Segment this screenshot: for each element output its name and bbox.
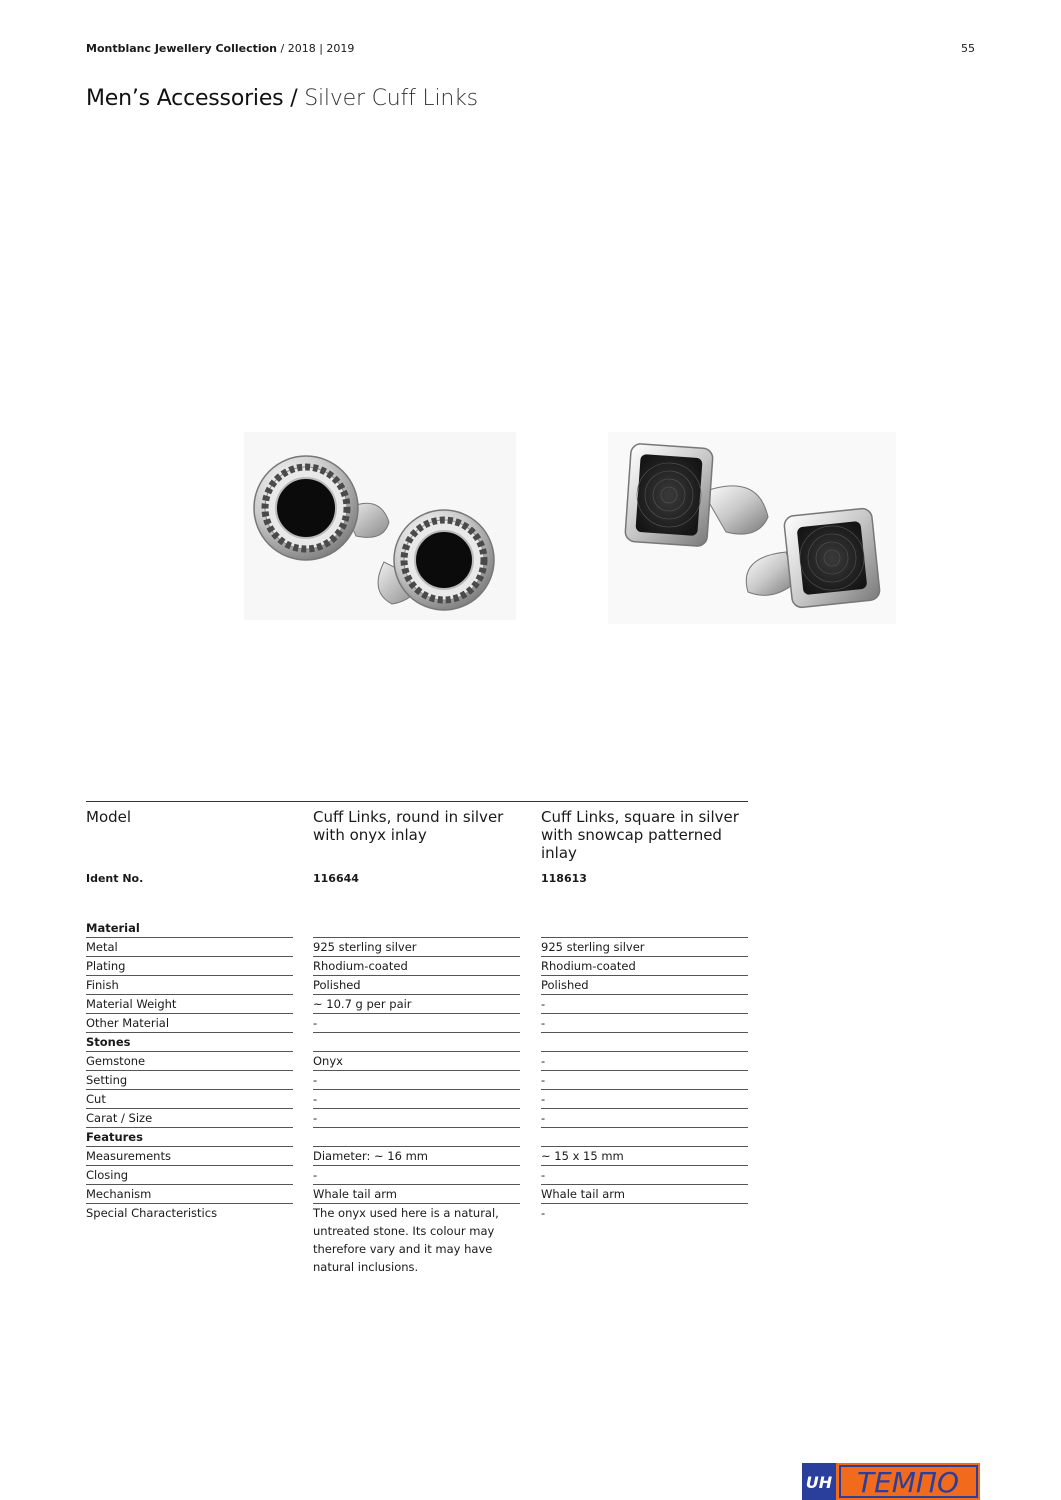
spec-value: ~ 10.7 g per pair <box>313 995 520 1014</box>
spec-section-header: Stones <box>86 1033 293 1052</box>
spec-value: Polished <box>541 976 748 995</box>
spec-label: Cut <box>86 1090 293 1109</box>
spec-label: Special Characteristics <box>86 1206 218 1220</box>
tempo-logo <box>802 1463 980 1500</box>
spec-value: Onyx <box>313 1052 520 1071</box>
spec-value <box>541 1033 748 1052</box>
spec-value: 925 sterling silver <box>541 938 748 957</box>
spec-table-top-rule <box>86 801 748 802</box>
spec-value: - <box>313 1071 520 1090</box>
header-years: / 2018 | 2019 <box>277 42 355 55</box>
header-brand: Montblanc Jewellery Collection <box>86 42 278 55</box>
title-category: Men’s Accessories / <box>86 86 298 111</box>
spec-value <box>313 1033 520 1052</box>
spec-value: - <box>541 1166 748 1185</box>
spec-value: Polished <box>313 976 520 995</box>
spec-label: Material Weight <box>86 995 293 1014</box>
ident-number: 116644 <box>313 872 359 885</box>
ident-number: 118613 <box>541 872 587 885</box>
spec-value: - <box>313 1109 520 1128</box>
spec-value: Whale tail arm <box>313 1185 520 1204</box>
spec-value: - <box>541 1052 748 1071</box>
spec-label: Finish <box>86 976 293 995</box>
spec-value: - <box>313 1014 520 1033</box>
spec-section-header: Features <box>86 1128 293 1147</box>
spec-value: - <box>541 1014 748 1033</box>
model-name: Cuff Links, square in silver with snowcap patterned inlay <box>541 808 739 862</box>
round-cufflinks-image <box>244 432 516 620</box>
spec-label: Carat / Size <box>86 1109 293 1128</box>
spec-value: - <box>541 1071 748 1090</box>
spec-value: - <box>541 1109 748 1128</box>
spec-value: Whale tail arm <box>541 1185 748 1204</box>
model-label: Model <box>86 808 132 826</box>
spec-value <box>313 1128 520 1147</box>
spec-column-2 <box>541 808 748 1222</box>
spec-value: Rhodium-coated <box>313 957 520 976</box>
spec-column-0 <box>86 808 293 1222</box>
spec-column-1 <box>313 808 520 1276</box>
spec-label: Metal <box>86 938 293 957</box>
spec-value: The onyx used here is a natural, untreated stone. Its colour may therefore vary and it may have natural inclusions. <box>313 1206 499 1274</box>
spec-value: ~ 15 x 15 mm <box>541 1147 748 1166</box>
spec-value: - <box>541 1206 546 1220</box>
page-title <box>86 86 478 111</box>
spec-label: Closing <box>86 1166 293 1185</box>
spec-value <box>313 919 520 938</box>
page-number: 55 <box>961 42 975 55</box>
spec-value: Rhodium-coated <box>541 957 748 976</box>
square-cufflinks-image <box>608 432 896 624</box>
spec-label: Other Material <box>86 1014 293 1033</box>
spec-value: - <box>313 1090 520 1109</box>
spec-value: 925 sterling silver <box>313 938 520 957</box>
ident-label: Ident No. <box>86 872 144 885</box>
spec-value: Diameter: ~ 16 mm <box>313 1147 520 1166</box>
spec-value: - <box>541 995 748 1014</box>
running-header <box>86 42 354 55</box>
spec-label: Setting <box>86 1071 293 1090</box>
spec-label: Plating <box>86 957 293 976</box>
spec-value <box>541 919 748 938</box>
logo-right-text: ТЕМПО <box>856 1466 960 1499</box>
logo-left-text: UH <box>805 1473 833 1492</box>
model-name: Cuff Links, round in silver with onyx inlay <box>313 808 504 844</box>
spec-label: Gemstone <box>86 1052 293 1071</box>
spec-value: - <box>313 1166 520 1185</box>
title-subcategory: Silver Cuff Links <box>304 86 478 111</box>
spec-label: Mechanism <box>86 1185 293 1204</box>
spec-section-header: Material <box>86 919 293 938</box>
spec-value: - <box>541 1090 748 1109</box>
spec-label: Measurements <box>86 1147 293 1166</box>
spec-value <box>541 1128 748 1147</box>
